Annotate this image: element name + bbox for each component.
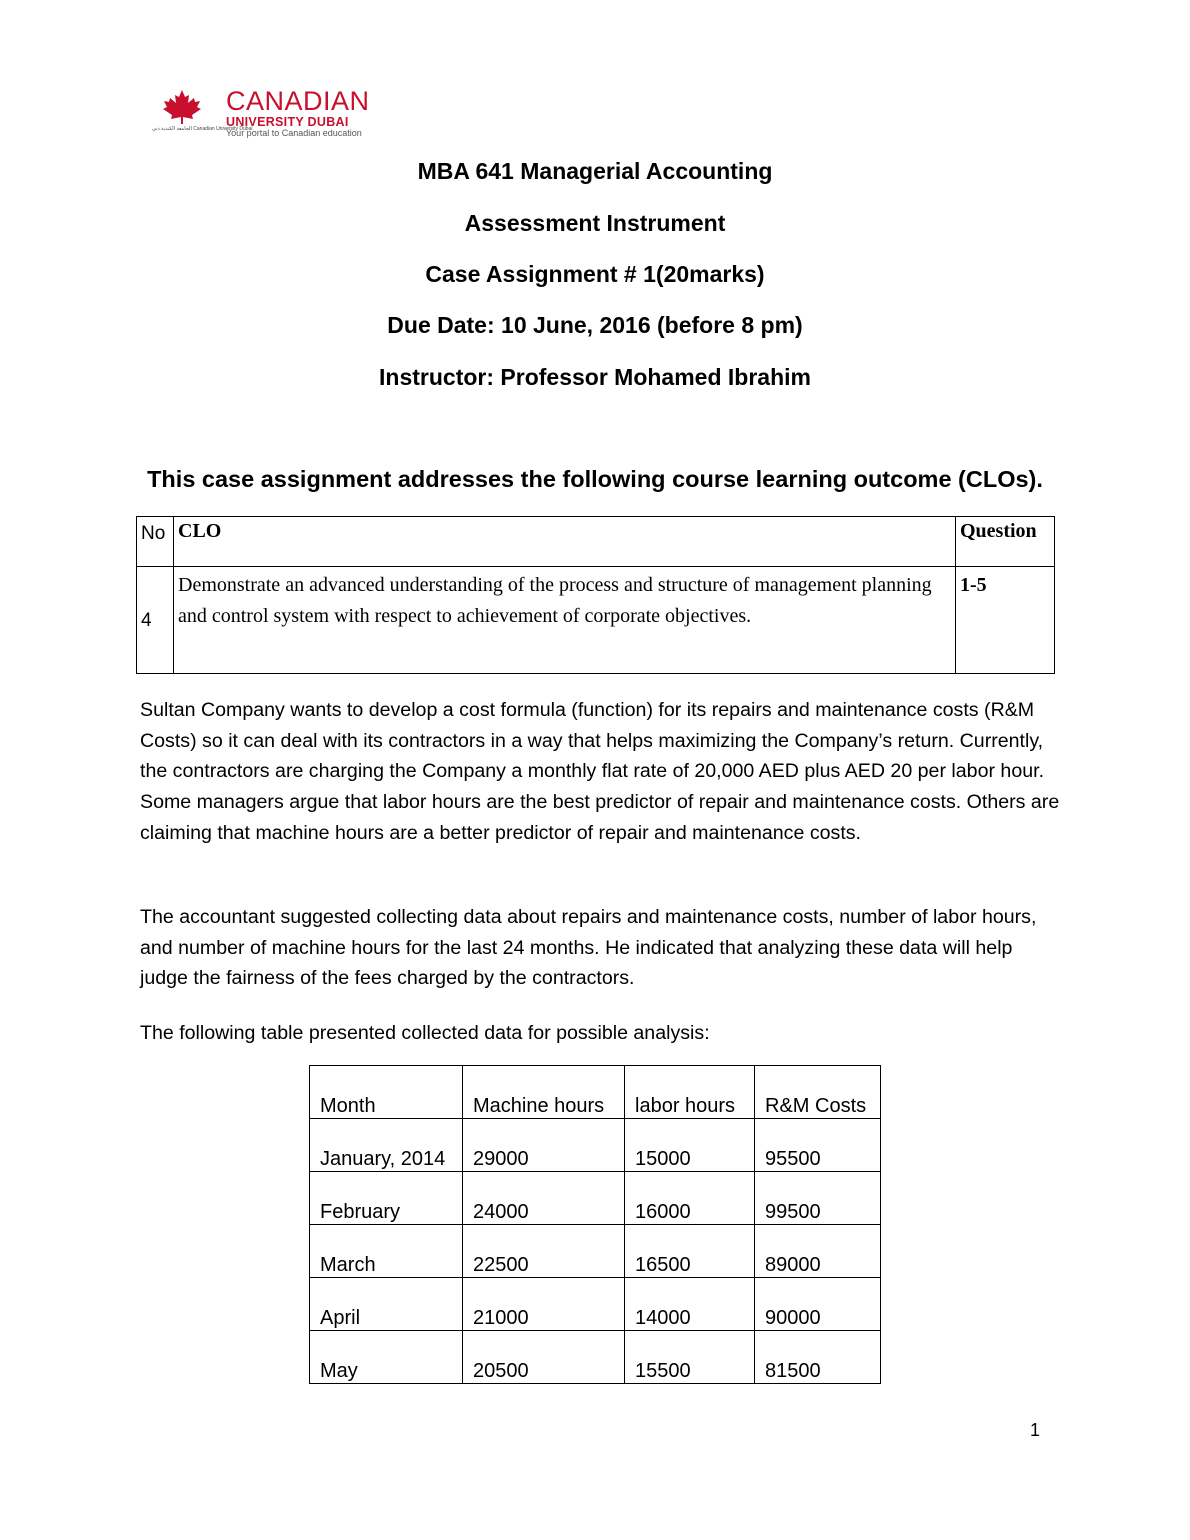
header-labor-hours: labor hours (625, 1066, 755, 1119)
cell-labor-hours: 15500 (625, 1331, 755, 1384)
logo-line-university: UNIVERSITY DUBAI (226, 115, 349, 129)
paragraph-text: The accountant suggested collecting data about repairs and maintenance costs, number of labor hours, and number of machine hours for the last 24 months. He indicated that analyzing these data will help judge the fairness of the fees charged by the contractors. (140, 906, 1037, 990)
logo-caption: الجامعة الكندية دبي Canadian University Dubai (152, 126, 253, 132)
table-row (310, 1172, 881, 1225)
clo-row-description: Demonstrate an advanced understanding of the process and structure of management planning and control system with respect to achievement of corporate objectives. (174, 567, 956, 674)
clo-header-no: No (137, 517, 174, 567)
clo-header-question: Question (956, 517, 1055, 567)
maple-leaf-icon (162, 90, 202, 124)
university-logo (152, 88, 392, 140)
cell-labor-hours: 14000 (625, 1278, 755, 1331)
cell-labor-hours: 15000 (625, 1119, 755, 1172)
header-machine-hours: Machine hours (463, 1066, 625, 1119)
cell-rm-costs: 89000 (755, 1225, 881, 1278)
paragraph-text: The following table presented collected data for possible analysis: (140, 1022, 710, 1044)
instructor: Instructor: Professor Mohamed Ibrahim (379, 364, 811, 390)
table-row (310, 1119, 881, 1172)
table-row (310, 1331, 881, 1384)
assignment-title: Case Assignment # 1(20marks) (425, 261, 765, 287)
instrument-title: Assessment Instrument (464, 210, 726, 236)
logo-tagline: Your portal to Canadian education (226, 128, 362, 138)
cell-rm-costs: 81500 (755, 1331, 881, 1384)
paragraph-text: Sultan Company wants to develop a cost formula (function) for its repairs and maintenance costs (R&M Costs) so it can deal with its contractors in a way that helps maximizing the Company’s return. Currently, the contractors are charging the Company a monthly flat rate of 20,000 AED plus AED 20 per labor hour. Some managers argue that labor hours are the best predictor of repair and maintenance costs. Others are claiming that machine hours are a better predictor of repair and maintenance costs. (140, 699, 1060, 844)
clo-row-question: 1-5 (956, 567, 1055, 674)
cell-month: January, 2014 (310, 1119, 463, 1172)
clo-table (136, 516, 1055, 674)
course-title: MBA 641 Managerial Accounting (417, 158, 773, 184)
cost-data-table (309, 1065, 881, 1384)
paragraph-accountant (140, 902, 1060, 994)
paragraph-intro (140, 695, 1060, 849)
cell-month: February (310, 1172, 463, 1225)
cell-month: May (310, 1331, 463, 1384)
clo-row-no: 4 (137, 567, 174, 674)
cell-machine-hours: 29000 (463, 1119, 625, 1172)
table-row (310, 1278, 881, 1331)
logo-line-canadian: CANADIAN (226, 86, 370, 116)
cell-labor-hours: 16000 (625, 1172, 755, 1225)
cell-rm-costs: 99500 (755, 1172, 881, 1225)
cell-machine-hours: 20500 (463, 1331, 625, 1384)
header-rm-costs: R&M Costs (755, 1066, 881, 1119)
page-number: 1 (1030, 1420, 1041, 1440)
clo-heading: This case assignment addresses the following course learning outcome (CLOs). (147, 466, 1043, 492)
cell-month: March (310, 1225, 463, 1278)
clo-header-clo: CLO (174, 517, 956, 567)
data-table-header (310, 1066, 881, 1119)
paragraph-table-intro (140, 1018, 1060, 1049)
cell-labor-hours: 16500 (625, 1225, 755, 1278)
cell-month: April (310, 1278, 463, 1331)
due-date: Due Date: 10 June, 2016 (before 8 pm) (387, 312, 803, 338)
cell-machine-hours: 24000 (463, 1172, 625, 1225)
table-row (310, 1225, 881, 1278)
header-month: Month (310, 1066, 463, 1119)
cell-machine-hours: 21000 (463, 1278, 625, 1331)
cell-rm-costs: 95500 (755, 1119, 881, 1172)
clo-table-row (137, 567, 1055, 674)
cell-rm-costs: 90000 (755, 1278, 881, 1331)
clo-table-header (137, 517, 1055, 567)
cell-machine-hours: 22500 (463, 1225, 625, 1278)
